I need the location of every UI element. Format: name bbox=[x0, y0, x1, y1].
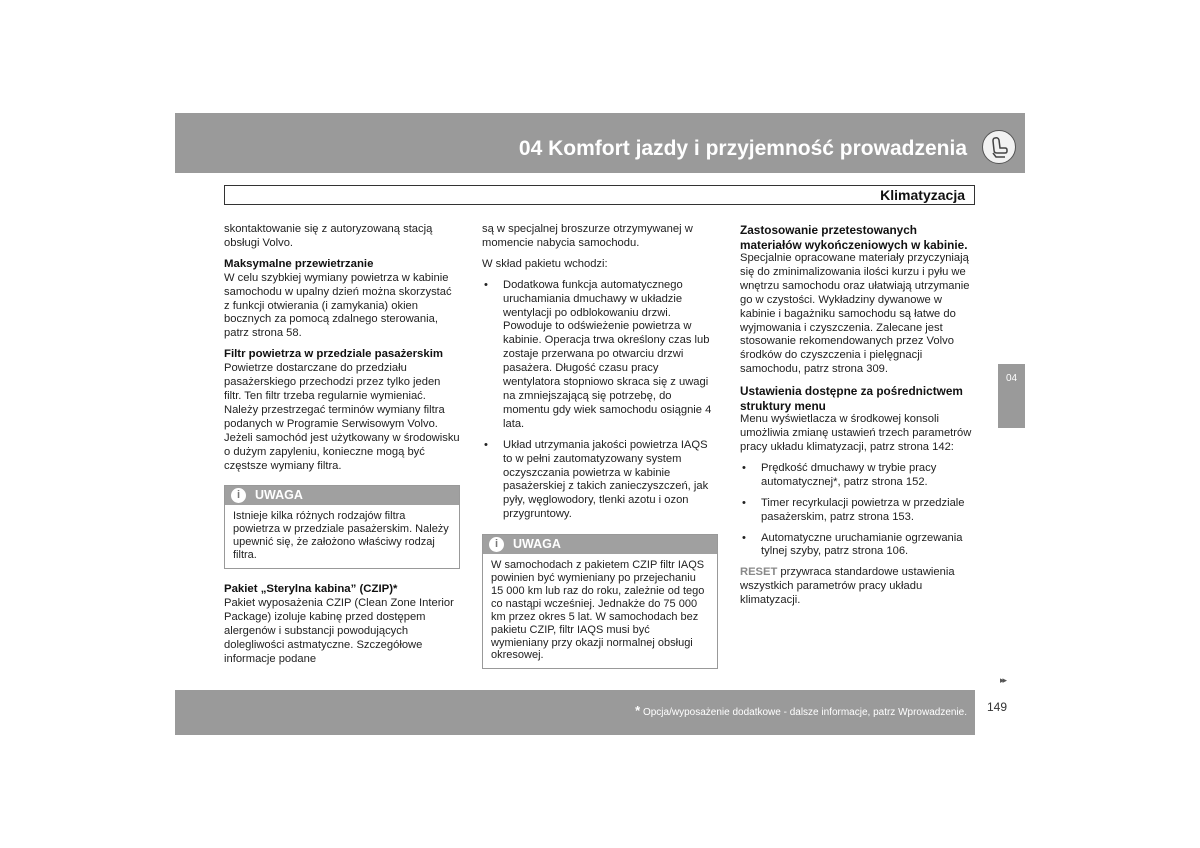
footer-bar bbox=[175, 690, 975, 735]
list-item-text: Automatyczne uruchamianie ogrzewania tylnej szyby, patrz strona 106. bbox=[761, 531, 963, 558]
paragraph: W skład pakietu wchodzi: bbox=[482, 257, 608, 270]
seat-icon bbox=[982, 130, 1016, 164]
footnote-text: Opcja/wyposażenie dodatkowe - dalsze informacje, patrz Wprowadzenie. bbox=[640, 707, 967, 718]
paragraph: są w specjalnej broszurze otrzymywanej w momencie nabycia samochodu. bbox=[482, 223, 693, 249]
paragraph: skontaktowanie się z autoryzowaną stacją obsługi Volvo. bbox=[224, 223, 433, 249]
note-header bbox=[483, 535, 717, 554]
list-item bbox=[482, 439, 718, 522]
paragraph: Powietrze dostarczane do przedziału pasażerskiego przechodzi przez tylko jeden filtr. Ten filtr trzeba regularnie wymieniać. Należy przestrzegać terminów wymiany filtra podanych w Programie Serwisowym Volvo. Jeżeli samochód jest użytkowany w środowisku o dużym zapyleniu, konieczne mogą być częstsze wymiany filtra. bbox=[224, 362, 460, 472]
section-title: Klimatyzacja bbox=[880, 187, 965, 203]
heading-cabin-filter: Filtr powietrza w przedziale pasażerskim bbox=[224, 348, 444, 361]
paragraph: Menu wyświetlacza w środkowej konsoli umożliwia zmianę ustawień trzech parametrów pracy układu klimatyzacji, patrz strona 142: bbox=[740, 413, 972, 453]
section-header bbox=[224, 185, 975, 205]
bullet-icon: • bbox=[742, 461, 746, 474]
list-item-text: Dodatkowa funkcja automatycznego uruchamiania dmuchawy w układzie wentylacji po odblokowaniu drzwi. Powoduje to odświeżenie powietrza w kabinie. Operacja trwa określony czas lub zostaje przerwana po otwarciu drzwi pasażera. Długość czasu pracy wentylatora stopniowo skraca się z uwagi na zmniejszającą się potrzebę, do momentu gdy wiek samochodu osiągnie 4 lata. bbox=[503, 278, 712, 430]
heading-menu-settings: Ustawienia dostępne za pośrednictwem struktury menu bbox=[740, 384, 963, 413]
info-icon: i bbox=[231, 488, 246, 503]
note-box bbox=[224, 485, 460, 569]
column-1 bbox=[224, 223, 460, 673]
list-item bbox=[740, 532, 976, 560]
note-text: W samochodach z pakietem CZIP filtr IAQS powinien być wymieniany po przejechaniu 15 000 km lub raz do roku, zależnie od tego co nastąpi wcześniej. Jednakże do 75 000 km przez okres 5 lat. W samochodach bez pakietu CZIP, filtr IAQS musi być wymieniany przy okazji normalnej obsługi okresowej. bbox=[491, 559, 705, 662]
heading-ventilation: Maksymalne przewietrzanie bbox=[224, 257, 374, 270]
paragraph-reset bbox=[740, 566, 976, 608]
note-title: UWAGA bbox=[255, 488, 303, 503]
footnote-star: * bbox=[635, 703, 641, 718]
reset-label: RESET bbox=[740, 566, 778, 579]
bullet-icon: • bbox=[742, 496, 746, 509]
column-3 bbox=[740, 223, 976, 615]
page-number: 149 bbox=[987, 700, 1008, 714]
list-item-text: Prędkość dmuchawy w trybie pracy automatycznej*, patrz strona 152. bbox=[761, 461, 937, 488]
chapter-title: 04 Komfort jazdy i przyjemność prowadzenia bbox=[518, 137, 967, 160]
chapter-header bbox=[175, 113, 1025, 173]
list-item bbox=[740, 497, 976, 525]
reset-text: przywraca standardowe ustawienia wszystkich parametrów pracy układu klimatyzacji. bbox=[740, 566, 955, 607]
list-item bbox=[740, 462, 976, 490]
note-title: UWAGA bbox=[513, 537, 561, 552]
note-text: Istnieje kilka różnych rodzajów filtra powietrza w przedziale pasażerskim. Należy upewnić się, że założono właściwy rodzaj filtra. bbox=[233, 510, 449, 562]
continue-arrows-icon: ▸▸ bbox=[1000, 675, 1006, 685]
bullet-list bbox=[740, 462, 976, 559]
bullet-icon: • bbox=[484, 278, 488, 291]
footnote bbox=[635, 703, 967, 718]
list-item bbox=[482, 279, 718, 432]
info-icon: i bbox=[489, 537, 504, 552]
column-2 bbox=[482, 223, 718, 683]
chapter-side-tab bbox=[998, 364, 1025, 428]
bullet-icon: • bbox=[742, 531, 746, 544]
list-item-text: Timer recyrkulacji powietrza w przedziale pasażerskim, patrz strona 153. bbox=[761, 496, 965, 523]
heading-czip: Pakiet „Sterylna kabina” (CZIP)* bbox=[224, 583, 398, 596]
paragraph: W celu szybkiej wymiany powietrza w kabinie samochodu w upalny dzień można skorzystać z funkcji otwierania (i zamykania) okien bocznych za pomocą zdalnego sterowania, patrz strona 58. bbox=[224, 271, 452, 340]
side-tab-label: 04 bbox=[1005, 373, 1018, 384]
paragraph: Specjalnie opracowane materiały przyczyniają się do zminimalizowania ilości kurzu i pyłu we wnętrzu samochodu oraz ułatwiają utrzymanie go w czystości. Wykładziny dywanowe w kabinie i bagażniku samochodu są łatwe do wyjmowania i czyszczenia. Zalecane jest stosowanie rekomendowanych przez Volvo środków do czyszczenia i pielęgnacji samochodu, patrz strona 309. bbox=[740, 252, 970, 376]
paragraph: Pakiet wyposażenia CZIP (Clean Zone Interior Package) izoluje kabinę przed dostępem alergenów i substancji powodujących dolegliwości astmatyczne. Szczegółowe informacje podane bbox=[224, 596, 454, 665]
list-item-text: Układ utrzymania jakości powietrza IAQS to w pełni zautomatyzowany system oczyszczania powietrza w kabinie pasażerskiej z takich zanieczyszczeń, jak pyły, węglowodory, tlenki azotu i ozon przygruntowy. bbox=[503, 438, 709, 521]
bullet-list bbox=[482, 279, 718, 522]
note-box bbox=[482, 534, 718, 669]
bullet-icon: • bbox=[484, 438, 488, 451]
note-header bbox=[225, 486, 459, 505]
heading-materials: Zastosowanie przetestowanych materiałów wykończeniowych w kabinie. bbox=[740, 223, 968, 252]
